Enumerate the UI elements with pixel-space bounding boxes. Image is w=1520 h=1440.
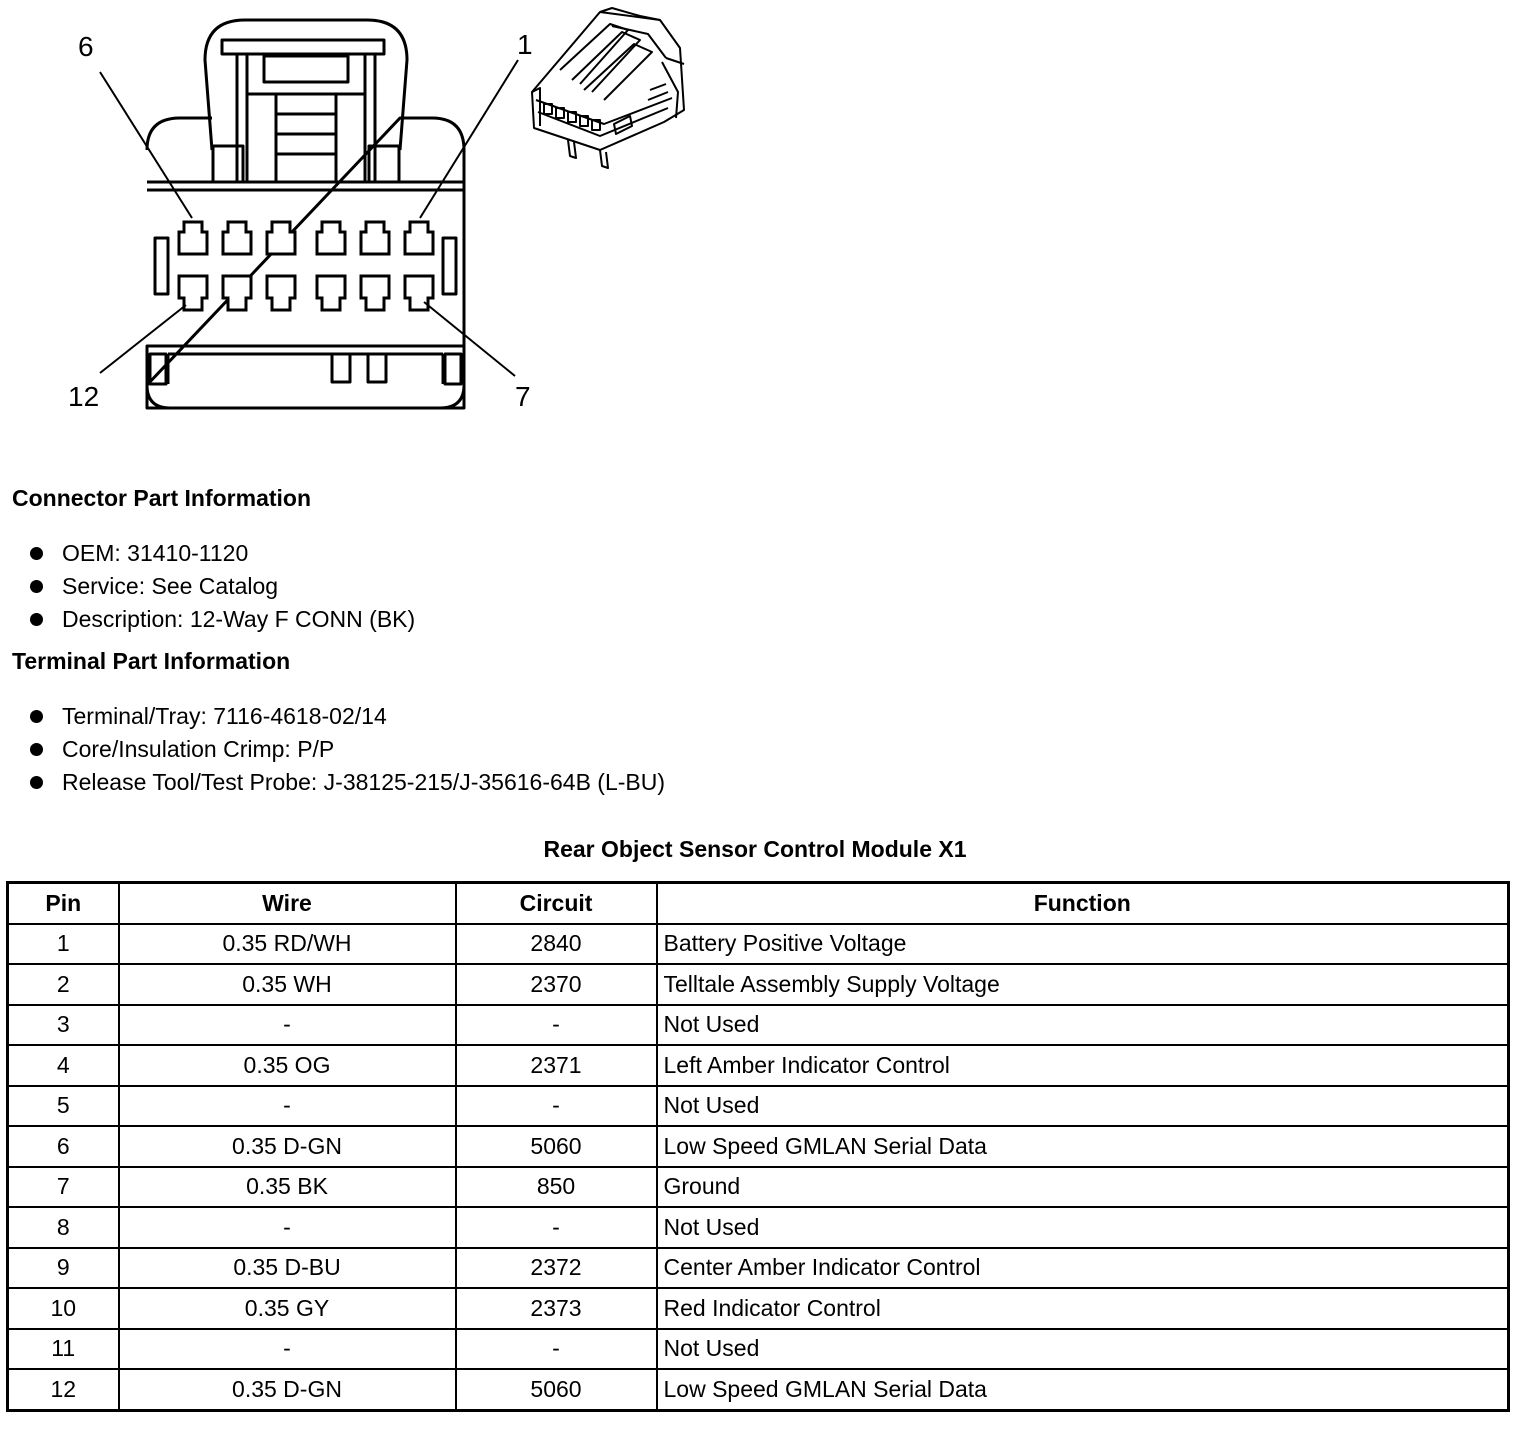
header-wire: Wire: [119, 883, 456, 924]
list-item: Release Tool/Test Probe: J-38125-215/J-35616-64B (L-BU): [26, 766, 665, 799]
function-cell: Low Speed GMLAN Serial Data: [657, 1369, 1509, 1410]
circuit-cell: 5060: [456, 1369, 657, 1410]
terminal-info-list: [26, 700, 665, 799]
pin-cell: 9: [8, 1248, 119, 1289]
function-cell: Low Speed GMLAN Serial Data: [657, 1126, 1509, 1167]
bullet-icon: [30, 547, 43, 560]
circuit-cell: 2371: [456, 1045, 657, 1086]
connector-diagram: [0, 0, 720, 440]
pin-cell: 8: [8, 1207, 119, 1248]
bullet-icon: [30, 580, 43, 593]
circuit-cell: 5060: [456, 1126, 657, 1167]
table-row: [8, 964, 1509, 1005]
wire-cell: 0.35 WH: [119, 964, 456, 1005]
cavity-pin-11: [223, 276, 251, 310]
circuit-cell: -: [456, 1086, 657, 1127]
table-row: [8, 1288, 1509, 1329]
pin-cell: 7: [8, 1167, 119, 1208]
table-row: [8, 1005, 1509, 1046]
leader-line-6: [100, 72, 192, 218]
wire-cell: -: [119, 1329, 456, 1370]
leader-line-7: [424, 302, 515, 376]
callout-12: 12: [68, 381, 100, 412]
callout-7: 7: [515, 381, 531, 412]
list-item: Service: See Catalog: [26, 570, 415, 603]
wire-cell: 0.35 GY: [119, 1288, 456, 1329]
pin-cell: 6: [8, 1126, 119, 1167]
function-cell: Ground: [657, 1167, 1509, 1208]
bullet-icon: [30, 710, 43, 723]
circuit-cell: -: [456, 1329, 657, 1370]
circuit-cell: -: [456, 1207, 657, 1248]
function-cell: Telltale Assembly Supply Voltage: [657, 964, 1509, 1005]
function-cell: Center Amber Indicator Control: [657, 1248, 1509, 1289]
pin-cell: 11: [8, 1329, 119, 1370]
table-row: [8, 1045, 1509, 1086]
table-row: [8, 1248, 1509, 1289]
pin-cell: 3: [8, 1005, 119, 1046]
table-row: [8, 924, 1509, 965]
header-circuit: Circuit: [456, 883, 657, 924]
table-title: Rear Object Sensor Control Module X1: [543, 836, 967, 862]
list-item: Description: 12-Way F CONN (BK): [26, 603, 415, 636]
header-function: Function: [657, 883, 1509, 924]
cavity-pin-12: [179, 276, 207, 310]
connector-isometric-view: [532, 8, 684, 168]
table-row: [8, 1369, 1509, 1410]
table-row: [8, 1126, 1509, 1167]
circuit-cell: 2372: [456, 1248, 657, 1289]
wire-cell: 0.35 RD/WH: [119, 924, 456, 965]
leader-line-12: [100, 305, 186, 373]
cavity-pin-2: [361, 222, 389, 254]
circuit-cell: 850: [456, 1167, 657, 1208]
table-row: [8, 1167, 1509, 1208]
header-pin: Pin: [8, 883, 119, 924]
cavity-pin-3: [317, 222, 345, 254]
cavity-pin-8: [361, 276, 389, 310]
cavity-pin-1: [405, 222, 433, 254]
wire-cell: 0.35 OG: [119, 1045, 456, 1086]
list-item: Core/Insulation Crimp: P/P: [26, 733, 665, 766]
function-cell: Not Used: [657, 1329, 1509, 1370]
function-cell: Red Indicator Control: [657, 1288, 1509, 1329]
connector-info-heading: Connector Part Information: [12, 485, 312, 511]
leader-line-1: [420, 60, 518, 218]
cavity-pin-6: [179, 222, 207, 254]
terminal-info-heading: Terminal Part Information: [12, 648, 291, 674]
pin-cell: 10: [8, 1288, 119, 1329]
function-cell: Not Used: [657, 1207, 1509, 1248]
pin-cell: 4: [8, 1045, 119, 1086]
connector-body: [147, 118, 464, 408]
pin-cell: 1: [8, 924, 119, 965]
bullet-icon: [30, 613, 43, 626]
circuit-cell: -: [456, 1005, 657, 1046]
table-header-row: [8, 883, 1509, 924]
connector-info-list: [26, 537, 415, 636]
callout-6: 6: [78, 31, 94, 62]
wire-cell: 0.35 BK: [119, 1167, 456, 1208]
table-row: [8, 1086, 1509, 1127]
function-cell: Not Used: [657, 1086, 1509, 1127]
wire-cell: 0.35 D-GN: [119, 1126, 456, 1167]
circuit-cell: 2373: [456, 1288, 657, 1329]
wire-cell: -: [119, 1207, 456, 1248]
table-body: [8, 924, 1509, 1411]
function-cell: Left Amber Indicator Control: [657, 1045, 1509, 1086]
function-cell: Not Used: [657, 1005, 1509, 1046]
cavity-pin-5: [223, 222, 251, 254]
wire-cell: 0.35 D-BU: [119, 1248, 456, 1289]
pin-cell: 12: [8, 1369, 119, 1410]
wire-cell: -: [119, 1086, 456, 1127]
wire-cell: -: [119, 1005, 456, 1046]
function-cell: Battery Positive Voltage: [657, 924, 1509, 965]
circuit-cell: 2840: [456, 924, 657, 965]
cavity-pin-10: [267, 276, 295, 310]
callout-1: 1: [517, 29, 533, 60]
table-row: [8, 1329, 1509, 1370]
pin-cell: 5: [8, 1086, 119, 1127]
bullet-icon: [30, 743, 43, 756]
wire-cell: 0.35 D-GN: [119, 1369, 456, 1410]
list-item: Terminal/Tray: 7116-4618-02/14: [26, 700, 665, 733]
pinout-table: [6, 881, 1510, 1412]
bullet-icon: [30, 776, 43, 789]
pin-cell: 2: [8, 964, 119, 1005]
cavity-pin-4: [267, 222, 295, 254]
table-row: [8, 1207, 1509, 1248]
cavity-pin-9: [317, 276, 345, 310]
circuit-cell: 2370: [456, 964, 657, 1005]
list-item: OEM: 31410-1120: [26, 537, 415, 570]
